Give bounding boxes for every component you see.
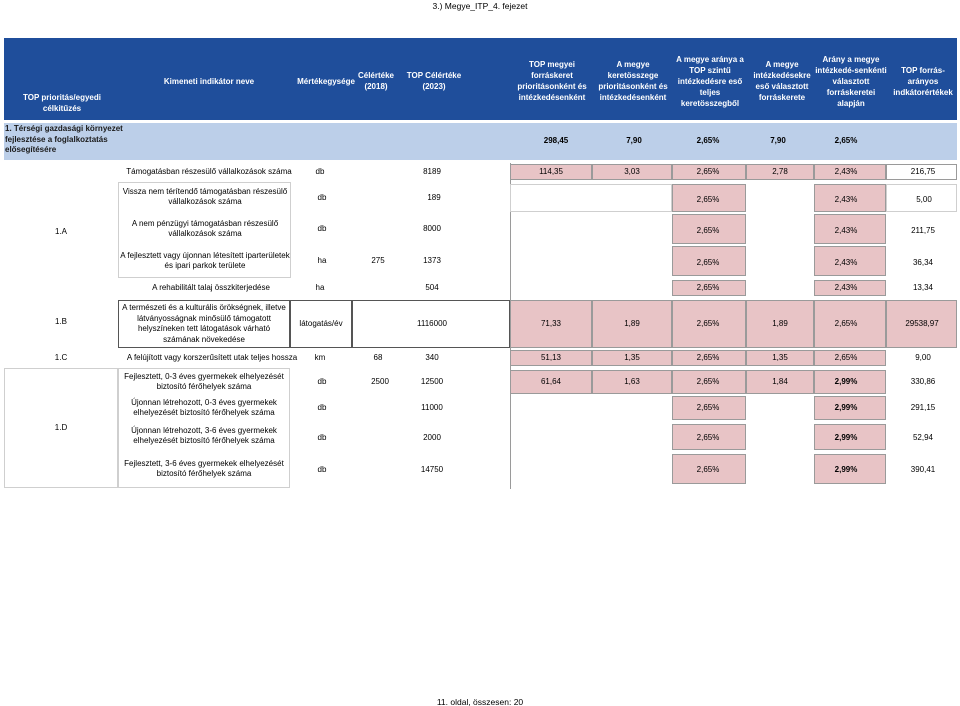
row4-arany2: 2,43% — [834, 257, 858, 267]
row7-target-2018: 68 — [373, 352, 383, 362]
row6-arany2: 2,65% — [834, 318, 858, 328]
row8-unit: db — [317, 376, 327, 386]
prio-1c: 1.C — [54, 352, 68, 362]
row9-unit: db — [317, 402, 327, 412]
row8-target-2018: 2500 — [371, 376, 389, 386]
row7-arany: 2,65% — [696, 352, 720, 362]
row4-unit: ha — [317, 255, 327, 265]
header-valasztott: A megye intézkedésekre eső választott forráskerete — [753, 60, 811, 102]
row3-arany2: 2,43% — [834, 225, 858, 235]
prio-1a: 1.A — [54, 226, 67, 236]
header-forrasaranyos: TOP forrás-arányos indkátorértékek — [893, 65, 953, 97]
row2-top-cell — [510, 184, 672, 212]
row9-target-2023: 11000 — [421, 402, 443, 412]
row7-ind: 9,00 — [915, 352, 931, 362]
row11-unit: db — [317, 464, 327, 474]
row1-arany: 2,65% — [696, 166, 720, 176]
row6-unit: látogatás/év — [299, 318, 343, 328]
row7-unit: km — [314, 352, 326, 362]
section-row-bg — [4, 123, 957, 160]
row9-arany2: 2,99% — [834, 402, 858, 412]
header-priority: TOP prioritás/egyedi célkitűzés — [23, 93, 101, 113]
section-megye-keret: 7,90 — [626, 135, 642, 145]
row10-arany2: 2,99% — [834, 432, 858, 442]
row10-arany: 2,65% — [696, 432, 720, 442]
prio-1b: 1.B — [54, 316, 67, 326]
page-footer: 11. oldal, összesen: 20 — [436, 697, 524, 706]
row5-unit: ha — [315, 282, 325, 292]
header-indicator: Kimeneti indikátor neve — [163, 76, 255, 86]
row4-target-2018: 275 — [371, 255, 385, 265]
section-valasztott: 7,90 — [770, 135, 786, 145]
row8-valasztott: 1,84 — [772, 376, 788, 386]
row1-keret: 3,03 — [624, 166, 640, 176]
row8-name: Fejlesztett, 0-3 éves gyermekek elhelyezését biztosító férőhelyek száma — [124, 371, 284, 391]
section-arany-valasztott: 2,65% — [834, 135, 858, 145]
row1-valasztott: 2,78 — [772, 166, 788, 176]
row2-name: Vissza nem térítendő támogatásban részesülő vállalkozások száma — [122, 186, 288, 206]
row11-target-2023: 14750 — [420, 464, 444, 474]
row9-ind: 291,15 — [910, 402, 936, 412]
row6-target-2023: 1116000 — [417, 318, 447, 328]
row1-arany2: 2,43% — [834, 166, 858, 176]
row1-name: Támogatásban részesülő vállalkozások száma — [126, 166, 292, 176]
row6-keret: 1,89 — [624, 318, 640, 328]
row11-name: Fejlesztett, 3-6 éves gyermekek elhelyezését biztosító férőhelyek száma — [124, 458, 284, 478]
row8-target-2023: 12500 — [420, 376, 444, 386]
row8-top: 61,64 — [540, 376, 562, 386]
row11-arany2: 2,99% — [834, 464, 858, 474]
row6-arany: 2,65% — [696, 318, 720, 328]
header-target-2018: Célértéke (2018) — [357, 71, 395, 91]
row5-arany2: 2,43% — [834, 282, 858, 292]
row2-arany2: 2,43% — [834, 194, 858, 204]
row11-ind: 390,41 — [910, 464, 936, 474]
row8-ind: 330,86 — [910, 376, 936, 386]
row2-target-2023: 189 — [427, 192, 441, 202]
row2-ind: 5,00 — [916, 194, 932, 204]
row7-target-2023: 340 — [425, 352, 439, 362]
row5-ind: 13,34 — [912, 282, 934, 292]
row8-keret: 1,63 — [624, 376, 640, 386]
row4-arany: 2,65% — [696, 257, 720, 267]
row6-ind: 29538,97 — [905, 318, 939, 328]
row1-unit: db — [315, 166, 325, 176]
header-target-2023: TOP Célértéke (2023) — [406, 71, 462, 91]
row10-unit: db — [317, 432, 327, 442]
row7-arany2: 2,65% — [834, 352, 858, 362]
row4-target-2023: 1373 — [423, 255, 441, 265]
row5-target-2023: 504 — [425, 282, 439, 292]
row6-name: A természeti és a kulturális örökségnek, illetve látványosságnak minősülő támogatott helyszíneken tett látogatások várható számának növekedése — [122, 303, 286, 344]
row9-arany: 2,65% — [696, 402, 720, 412]
section-title: 1. Térségi gazdasági környezet fejlesztése a foglalkoztatás elősegítésére — [5, 124, 123, 154]
header-megye-keret: A megye keretösszege prioritásonként és intézkedésenként — [598, 60, 668, 102]
row8-arany: 2,65% — [696, 376, 720, 386]
row7-top: 51,13 — [540, 352, 562, 362]
row8-arany2: 2,99% — [834, 376, 858, 386]
header-arany: A megye aránya a TOP szintű intézkedésre eső teljes keretösszegből — [676, 54, 744, 108]
row6-valasztott: 1,89 — [772, 318, 788, 328]
row3-target-2023: 8000 — [423, 223, 441, 233]
row2-arany: 2,65% — [696, 194, 720, 204]
row4-name: A fejlesztett vagy újonnan létesített iparterületek és ipari parkok területe — [120, 250, 290, 270]
header-top-megyei: TOP megyei forráskeret prioritásonként és intézkedésenként — [517, 60, 587, 102]
row11-arany: 2,65% — [696, 464, 720, 474]
row7-valasztott: 1,35 — [772, 352, 788, 362]
row7-name: A felújított vagy korszerűsített utak teljes hossza — [126, 352, 298, 362]
row6-top: 71,33 — [540, 318, 562, 328]
header-arany-valasztott: Arány a megye intézkedé-senkénti választott forráskeretei alapján — [815, 54, 887, 108]
row5-name: A rehabilitált talaj összkiterjedése — [152, 282, 270, 292]
row9-name: Újonnan létrehozott, 0-3 éves gyermekek elhelyezését biztosító férőhelyek száma — [131, 397, 277, 417]
row10-name: Újonnan létrehozott, 3-6 éves gyermekek elhelyezését biztosító férőhelyek száma — [131, 425, 277, 445]
row1-top: 114,35 — [539, 166, 563, 176]
row3-arany: 2,65% — [696, 225, 720, 235]
prio-1d: 1.D — [54, 422, 68, 432]
row1-target-2023: 8189 — [423, 166, 441, 176]
row2-unit: db — [317, 192, 327, 202]
row4-ind: 36,34 — [912, 257, 934, 267]
row3-name: A nem pénzügyi támogatásban részesülő vállalkozások száma — [131, 218, 279, 238]
row5-arany: 2,65% — [696, 282, 720, 292]
row3-unit: db — [317, 223, 327, 233]
row7-keret: 1,35 — [624, 352, 640, 362]
row1-ind: 216,75 — [910, 166, 936, 176]
section-arany: 2,65% — [696, 135, 720, 145]
section-top-megyei: 298,45 — [543, 135, 569, 145]
row10-ind: 52,94 — [912, 432, 934, 442]
header-unit: Mértékegysége — [297, 76, 355, 86]
row3-ind: 211,75 — [911, 225, 935, 235]
row10-target-2023: 2000 — [423, 432, 441, 442]
document-title: 3.) Megye_ITP_4. fejezet — [432, 1, 528, 11]
